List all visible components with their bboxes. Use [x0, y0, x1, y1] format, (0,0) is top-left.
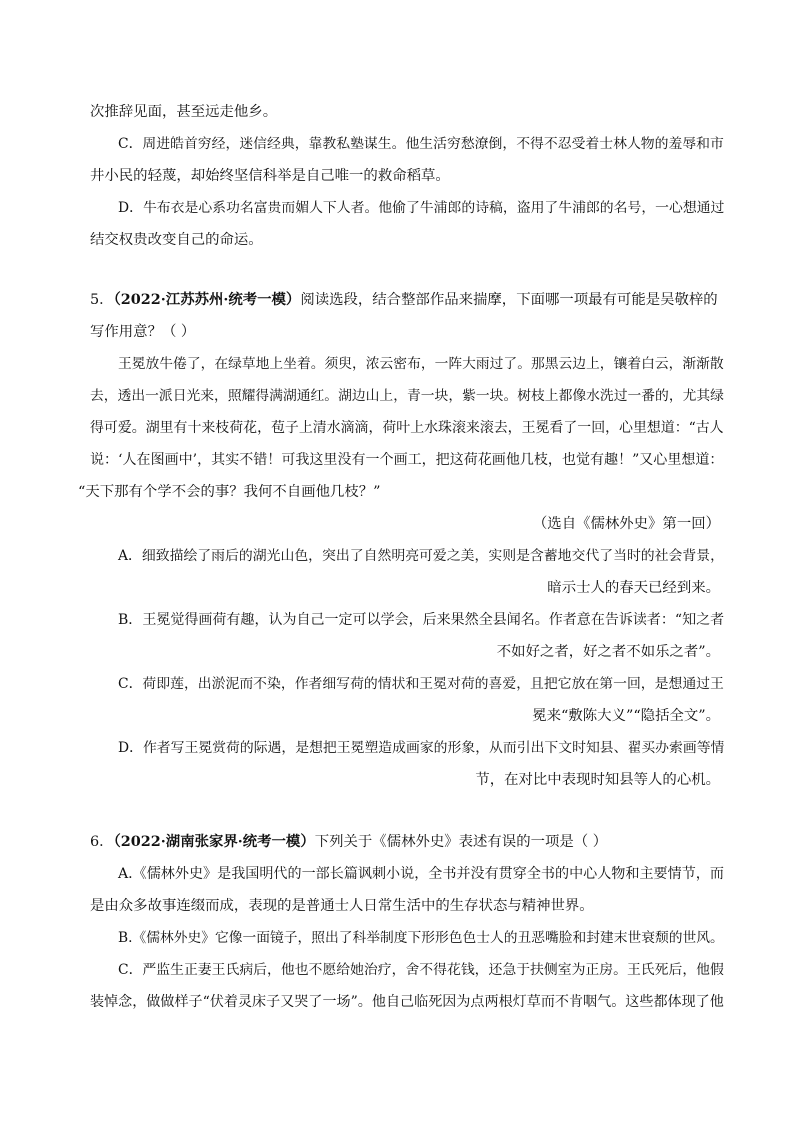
q5-passage-line5: “天下那有个学不会的事？我何不自画他几枝？” — [78, 484, 381, 500]
q6-option-b-line1: B.《儒林外史》它像一面镜子，照出了科举制度下形形色色士人的丑恶嘴脸和封建末世衰颓的世风。 — [118, 930, 724, 946]
q6-source: （2022·湖南张家界·统考一模） — [113, 833, 315, 850]
q6-option-a-line1: A.《儒林外史》是我国明代的一部长篇讽刺小说，全书并没有贯穿全书的中心人物和主要情节，而 — [118, 866, 724, 882]
q5-option-c-line1: C．荷即莲，出淤泥而不染，作者细写荷的情状和王冕对荷的喜爱，且把它放在第一回，是想通过王 — [118, 676, 724, 692]
q5-option-c-line2: 冕来“敷陈大义”“隐括全文”。 — [532, 708, 720, 724]
q5-citation: （选自《儒林外史》第一回） — [532, 516, 720, 532]
prev-option-c-line2: 井小民的轻蔑，却始终坚信科举是自己唯一的救命稻草。 — [90, 168, 450, 184]
q5-option-b-line1: B．王冕觉得画荷有趣，认为自己一定可以学会，后来果然全县闻名。作者意在告诉读者：“知之者 — [118, 612, 725, 628]
q5-option-a-line2: 暗示士人的春天已经到来。 — [547, 580, 720, 596]
prev-option-d-line1: D．牛布衣是心系功名富贵而媚人下人者。他偷了牛浦郎的诗稿，盗用了牛浦郎的名号，一心想通过 — [118, 200, 725, 216]
q5-stem — [90, 290, 718, 310]
q5-stem-line1: 阅读选段，结合整部作品来揣摩，下面哪一项最有可能是吴敬梓的 — [300, 292, 718, 308]
prev-option-c-line1: C．周进皓首穷经，迷信经典，靠教私塾谋生。他生活穷愁潦倒，不得不忍受着士林人物的羞辱和市 — [118, 136, 724, 152]
q5-passage-line2: 去，透出一派日光来，照耀得满湖通红。湖边山上，青一块，紫一块。树枝上都像水洗过一番的，尤其绿 — [90, 388, 724, 404]
prev-option-b-continuation: 次推辞见面，甚至远走他乡。 — [90, 104, 278, 120]
q6-option-c-line1: C．严监生正妻王氏病后，他也不愿给她治疗，舍不得花钱，还急于扶侧室为正房。王氏死后，他假 — [118, 962, 724, 978]
q5-passage-line4: 说：‘人在图画中’，其实不错！可我这里没有一个画工，把这荷花画他几枝，也觉有趣！”又心里想道： — [90, 452, 724, 468]
q5-option-b-line2: 不如好之者，好之者不如乐之者”。 — [496, 644, 720, 660]
q5-option-d-line2: 节，在对比中表现时知县等人的心机。 — [475, 772, 720, 788]
q5-number: 5． — [90, 292, 114, 308]
q6-number: 6． — [90, 834, 114, 850]
prev-option-d-line2: 结交权贵改变自己的命运。 — [90, 232, 263, 248]
q5-option-a-line1: A．细致描绘了雨后的湖光山色，突出了自然明亮可爱之美，实则是含蓄地交代了当时的社会背景， — [118, 548, 724, 564]
q5-source: （2022·江苏苏州·统考一模） — [113, 291, 301, 308]
q6-stem — [90, 832, 607, 852]
q6-option-c-line2: 装悼念，做做样子“伏着灵床子又哭了一场”。他自己临死因为点两根灯草而不肯咽气。这些都体现了他 — [90, 994, 724, 1010]
q5-option-d-line1: D．作者写王冕赏荷的际遇，是想把王冕塑造成画家的形象，从而引出下文时知县、翟买办索画等情 — [118, 740, 725, 756]
q5-stem-line2: 写作用意？（ ） — [90, 324, 196, 340]
q5-passage-line3: 得可爱。湖里有十来枝荷花，苞子上清水滴滴，荷叶上水珠滚来滚去，王冕看了一回，心里想道：“古人 — [90, 420, 724, 436]
q6-stem-text: 下列关于《儒林外史》表述有误的一项是（ ） — [314, 834, 608, 850]
q6-option-a-line2: 是由众多故事连缀而成，表现的是普通士人日常生活中的生存状态与精神世界。 — [90, 898, 594, 914]
q5-passage-line1: 王冕放牛倦了，在绿草地上坐着。须臾，浓云密布，一阵大雨过了。那黑云边上，镶着白云，渐渐散 — [118, 356, 724, 372]
